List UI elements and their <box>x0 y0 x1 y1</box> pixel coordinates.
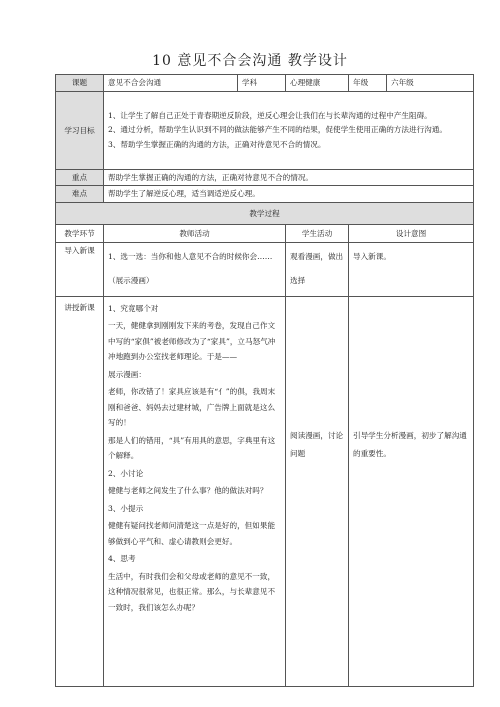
topic-row <box>56 75 474 92</box>
goal-item: 2、通过分析，帮助学生认识到不同的做法能够产生不同的结果，促使学生使用正确的方法进行沟通。 <box>108 125 447 135</box>
lesson-teacher-line: 3、小提示 <box>108 503 144 513</box>
intro-row <box>56 242 474 296</box>
column-student: 学生活动 <box>286 224 349 242</box>
column-intent: 设计意图 <box>349 224 474 242</box>
difficulty-row <box>56 186 474 202</box>
column-stage: 教学环节 <box>56 224 104 242</box>
intro-teacher <box>104 242 286 296</box>
lesson-teacher-line: 4、思考 <box>108 554 136 564</box>
intro-teacher-line: 1、选一选：当你和他人意见不合的时候你会…… <box>108 251 273 261</box>
topic-value: 意见不合会沟通 <box>104 75 238 92</box>
key-point-row <box>56 170 474 186</box>
goals-row <box>56 92 474 170</box>
lesson-student: 阅读漫画，讨论问题 <box>286 296 349 686</box>
grade-value: 六年级 <box>387 75 474 92</box>
lesson-intent: 引导学生分析漫画，初步了解沟通的重要性。 <box>349 296 474 686</box>
lesson-teacher-line: 1、究竟哪个对 <box>108 303 159 313</box>
lesson-teacher-line: 老师，你改错了！家具应该是有“亻”的俱，我周末刚和爸爸、妈妈去过建材城，广告牌上面就是这么写的！ <box>108 387 276 428</box>
intro-student: 观看漫画，做出选择 <box>286 242 349 296</box>
intro-stage: 导入新课 <box>56 242 104 296</box>
lesson-teacher-line: 健健与老师之间发生了什么事？他的做法对吗？ <box>108 486 268 496</box>
process-columns-row <box>56 224 474 242</box>
goal-item: 3、帮助学生掌握正确的沟通的方法，正确对待意见不合的情况。 <box>108 139 326 149</box>
topic-label: 课题 <box>56 75 104 92</box>
key-point-text: 帮助学生掌握正确的沟通的方法，正确对待意见不合的情况。 <box>104 170 474 186</box>
column-teacher: 教师活动 <box>104 224 286 242</box>
key-point-label: 重点 <box>56 170 104 186</box>
lesson-teacher-line: 生活中，有时我们会和父母或老师的意见不一致，这种情况很常见，也很正常。那么，与长辈意见不一致时，我们该怎么办呢？ <box>108 571 276 612</box>
intro-intent: 导入新课。 <box>349 242 474 296</box>
lesson-stage: 讲授新课 <box>56 296 104 686</box>
lesson-teacher-line: 展示漫画： <box>108 369 146 379</box>
lesson-teacher-line: 一天，健健拿到刚刚发下来的考卷，发现自己作文中写的“家俱”被老师修改为了“家具”，立马怒气冲冲地跑到办公室找老师理论。于是—— <box>108 321 276 362</box>
lesson-teacher <box>104 296 286 686</box>
goals-content <box>104 92 474 170</box>
lesson-teacher-line: 健健有疑问找老师问清楚这一点是好的，但如果能够做到心平气和、虚心请教则会更好。 <box>108 521 276 546</box>
difficulty-text: 帮助学生了解逆反心理，适当调适逆反心理。 <box>104 186 474 202</box>
goal-item: 1、让学生了解自己正处于青春期逆反阶段，逆反心理会让我们在与长辈沟通的过程中产生阻碍。 <box>108 110 432 120</box>
lesson-row <box>56 296 474 686</box>
subject-value: 心理健康 <box>286 75 349 92</box>
goals-label: 学习目标 <box>56 92 104 170</box>
subject-label: 学科 <box>238 75 286 92</box>
difficulty-label: 难点 <box>56 186 104 202</box>
process-header: 教学过程 <box>56 202 474 224</box>
document-title: 10 意见不合会沟通 教学设计 <box>152 53 348 69</box>
lesson-teacher-line: 那是人们的错用，“具”有用具的意思，字典里有这个解释。 <box>108 435 276 461</box>
lesson-plan-table <box>55 74 474 687</box>
process-header-row <box>56 202 474 224</box>
grade-label: 年级 <box>349 75 387 92</box>
intro-teacher-line: （展示漫画） <box>108 276 154 286</box>
lesson-teacher-line: 2、小讨论 <box>108 468 144 478</box>
